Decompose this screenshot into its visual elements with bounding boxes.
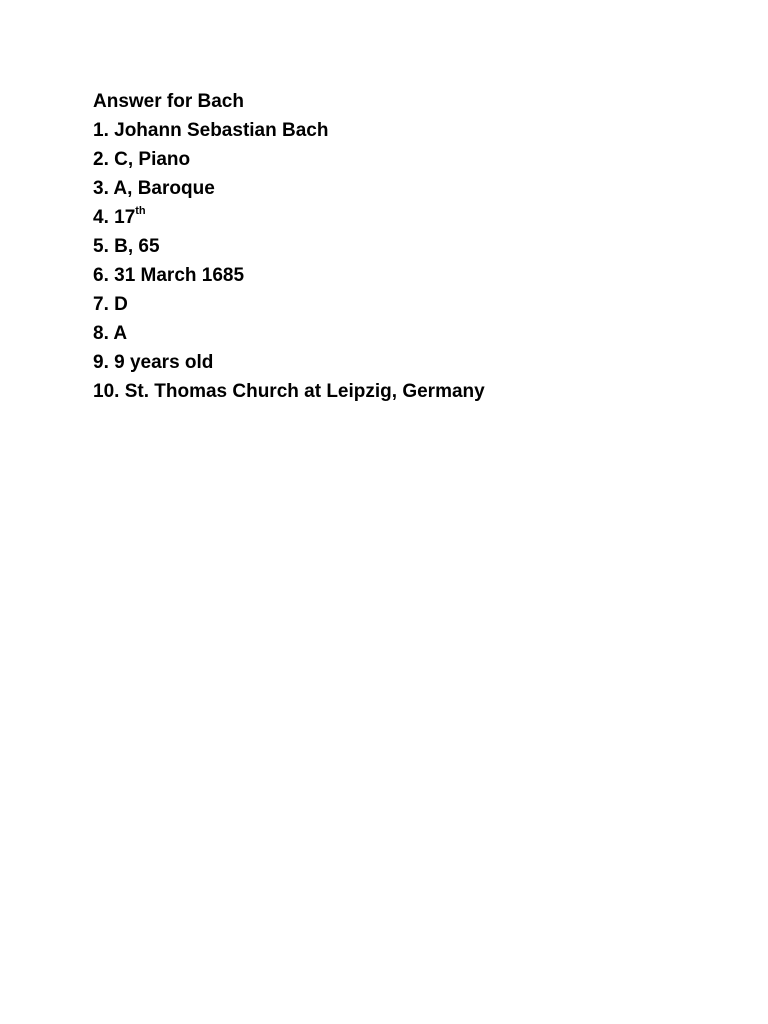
answer-item-8: 8. A	[93, 323, 128, 344]
answer-item-6: 6. 31 March 1685	[93, 265, 245, 286]
answer-item-7: 7. D	[93, 294, 128, 315]
document-title: Answer for Bach	[93, 91, 244, 112]
answer-item-10: 10. St. Thomas Church at Leipzig, Germany	[93, 381, 485, 402]
answer-item-2: 2. C, Piano	[93, 149, 191, 170]
answer-item-4-superscript: th	[135, 204, 146, 217]
answer-item-5: 5. B, 65	[93, 236, 160, 257]
answer-item-9: 9. 9 years old	[93, 352, 214, 373]
answer-item-1: 1. Johann Sebastian Bach	[93, 120, 329, 141]
answer-item-4	[93, 203, 485, 232]
answer-list	[93, 87, 485, 406]
answer-item-3: 3. A, Baroque	[93, 178, 215, 199]
answer-item-4-text: 4. 17	[93, 207, 136, 228]
